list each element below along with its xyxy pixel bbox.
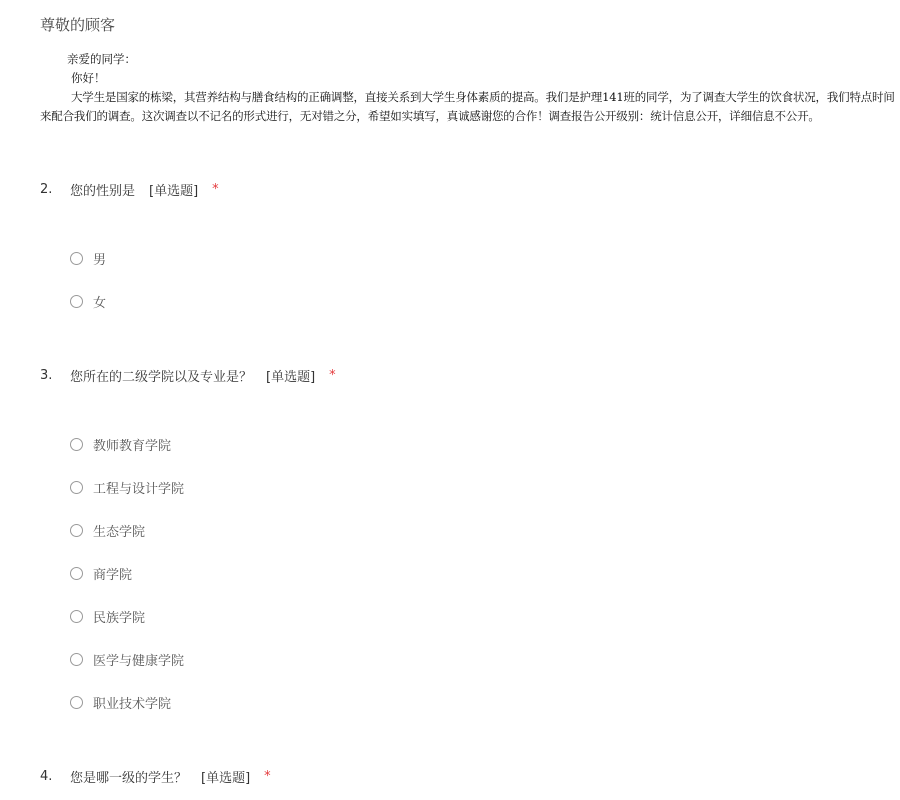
option-label: 民族学院 bbox=[93, 610, 146, 626]
question-type: [单选题] bbox=[201, 770, 251, 786]
option-label: 职业技术学院 bbox=[93, 696, 172, 712]
question-number: 2. bbox=[40, 181, 53, 197]
required-marker: * bbox=[212, 181, 219, 197]
radio-button[interactable] bbox=[70, 696, 83, 709]
question-text: 您的性别是 bbox=[70, 183, 136, 199]
question-type: [单选题] bbox=[266, 369, 316, 385]
option-label: 生态学院 bbox=[93, 524, 146, 540]
radio-button[interactable] bbox=[70, 653, 83, 666]
question-text: 您所在的二级学院以及专业是？ bbox=[70, 369, 253, 385]
question-number: 3. bbox=[40, 367, 53, 383]
required-marker: * bbox=[329, 367, 336, 383]
option-label: 商学院 bbox=[93, 567, 133, 583]
question-text: 您是哪一级的学生？ bbox=[70, 770, 188, 786]
question-number: 4. bbox=[40, 768, 53, 784]
radio-button[interactable] bbox=[70, 481, 83, 494]
option-medicine-health[interactable] bbox=[70, 649, 184, 669]
option-ethnic[interactable] bbox=[70, 606, 145, 626]
required-marker: * bbox=[264, 768, 271, 784]
survey-intro bbox=[40, 50, 900, 126]
question-3 bbox=[40, 365, 336, 385]
option-vocational-technical[interactable] bbox=[70, 692, 171, 712]
question-2 bbox=[40, 179, 219, 199]
option-ecology[interactable] bbox=[70, 520, 145, 540]
radio-button[interactable] bbox=[70, 438, 83, 451]
option-teacher-education[interactable] bbox=[70, 434, 171, 454]
option-engineering-design[interactable] bbox=[70, 477, 184, 497]
option-female[interactable] bbox=[70, 291, 106, 311]
option-label: 女 bbox=[93, 295, 107, 311]
intro-hello: 你好！ bbox=[71, 71, 106, 85]
radio-button[interactable] bbox=[70, 567, 83, 580]
option-label: 医学与健康学院 bbox=[93, 653, 185, 669]
intro-paragraph: 大学生是国家的栋梁，其营养结构与膳食结构的正确调整，直接关系到大学生身体素质的提高。我们是护理141班的同学，为了调查大学生的饮食状况，我们特点时间来配合我们的调查。这次调查以不记名的形式进行，无对错之分，希望如实填写，真诚感谢您的合作！调查报告公开级别：统计信息公开，详细信息不公开。 bbox=[40, 90, 895, 123]
survey-title: 尊敬的顾客 bbox=[40, 16, 116, 34]
option-male[interactable] bbox=[70, 248, 106, 268]
question-type: [单选题] bbox=[149, 183, 199, 199]
option-label: 教师教育学院 bbox=[93, 438, 172, 454]
intro-greeting: 亲爱的同学： bbox=[67, 52, 136, 66]
radio-button[interactable] bbox=[70, 252, 83, 265]
option-label: 工程与设计学院 bbox=[93, 481, 185, 497]
option-label: 男 bbox=[93, 252, 107, 268]
radio-button[interactable] bbox=[70, 524, 83, 537]
radio-button[interactable] bbox=[70, 610, 83, 623]
option-business[interactable] bbox=[70, 563, 132, 583]
radio-button[interactable] bbox=[70, 295, 83, 308]
question-4 bbox=[40, 766, 271, 786]
